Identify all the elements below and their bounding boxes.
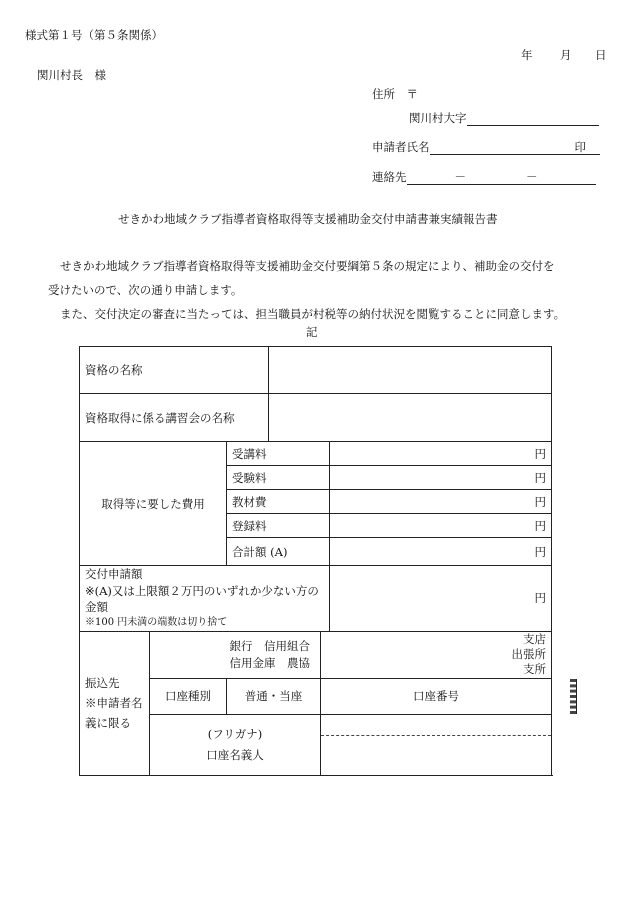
account-holder-input[interactable] [321,714,552,775]
request-note-2: ※100 円未満の端数は切り捨て [85,617,228,629]
contact-underline-2 [466,172,526,185]
date-month-label: 月 [560,48,572,62]
qualification-name-input[interactable] [269,347,552,394]
village-label: 関川村大字 [409,111,467,125]
ki-label: 記 [306,325,318,339]
request-row [80,566,552,632]
cost-item-label: 登録料 [227,514,330,538]
request-label-cell [80,566,330,632]
cost-item-label: 受験料 [227,466,330,490]
account-number-label: 口座番号 [321,678,552,714]
branch-type-3: 支所 [523,661,547,676]
holder-name-input[interactable] [321,736,551,775]
village-underline [467,113,599,126]
date-day-label: 日 [595,48,607,62]
cost-item-amount[interactable]: 円 [330,490,552,514]
cost-item-amount[interactable]: 円 [330,466,552,490]
course-name-input[interactable] [269,394,552,442]
cost-row [80,442,552,466]
bank-type-line-2: 信用金庫 農協 [229,655,311,670]
address-field[interactable] [409,110,599,126]
transfer-label: 振込先 [85,675,120,690]
contact-separator-2: － [526,170,538,184]
name-underline [430,142,575,155]
branch-type-1: 支店 [523,632,547,647]
addressee: 関川村長 様 [37,68,106,82]
account-row [80,678,552,714]
cost-item-label: 教材費 [227,490,330,514]
contact-underline-1 [407,172,455,185]
cost-total-amount[interactable]: 円 [330,538,552,566]
cost-item-amount[interactable]: 円 [330,514,552,538]
transfer-note-1: ※申請者名 [85,695,143,710]
cost-item-label: 受講料 [227,442,330,466]
account-holder-row [80,714,552,775]
body-paragraph-2: また、交付決定の審査に当たっては、担当職員が村税等の納付状況を閲覧することに同意します。 [60,307,566,321]
body-paragraph-1-line-2: 受けたいので、次の通り申請します。 [48,283,243,297]
address-label: 住所 〒 [372,87,418,101]
date-year-label: 年 [521,48,533,62]
holder-label-cell [150,714,321,775]
transfer-label-cell [80,631,150,775]
contact-underline-3 [538,172,596,185]
cost-total-label: 合計額 (A) [227,538,330,566]
furigana-input[interactable] [321,715,551,736]
cost-label: 取得等に要した費用 [80,442,227,566]
cost-item-amount[interactable]: 円 [330,442,552,466]
course-name-label: 資格取得に係る講習会の名称 [80,394,269,442]
branch-name-input[interactable] [321,631,552,678]
bank-name-input[interactable] [150,631,321,678]
form-number: 様式第１号（第５条関係） [25,28,163,42]
bank-type-line-1: 銀行 信用組合 [229,639,311,654]
account-type-label: 口座種別 [150,678,227,714]
request-label: 交付申請額 [85,567,143,581]
branch-type-2: 出張所 [511,647,547,662]
account-digit-box[interactable] [576,679,577,714]
bank-row [80,631,552,678]
qualification-name-label: 資格の名称 [80,347,269,394]
account-holder-label: 口座名義人 [206,747,264,762]
seal-label: 印 [575,140,601,155]
application-table [79,346,552,776]
document-title: せきかわ地域クラブ指導者資格取得等支援補助金交付申請書兼実績報告書 [118,212,498,226]
request-amount[interactable]: 円 [330,566,552,632]
contact-field[interactable] [372,169,596,185]
body-paragraph-1-line-1: せきかわ地域クラブ指導者資格取得等支援補助金交付要綱第５条の規定により、補助金の交付を [60,259,555,273]
qualification-row [80,347,552,394]
request-note-1: ※(A)又は上限額２万円のいずれか少ない方の金額 [85,583,319,615]
contact-label: 連絡先 [372,170,407,184]
course-row [80,394,552,442]
applicant-name-field[interactable] [372,139,600,155]
transfer-note-2: 義に限る [85,716,131,731]
furigana-label: (フリガナ) [207,726,263,741]
applicant-name-label: 申請者氏名 [372,140,430,154]
account-type-value[interactable]: 普通・当座 [227,678,321,714]
contact-separator-1: － [454,170,466,184]
